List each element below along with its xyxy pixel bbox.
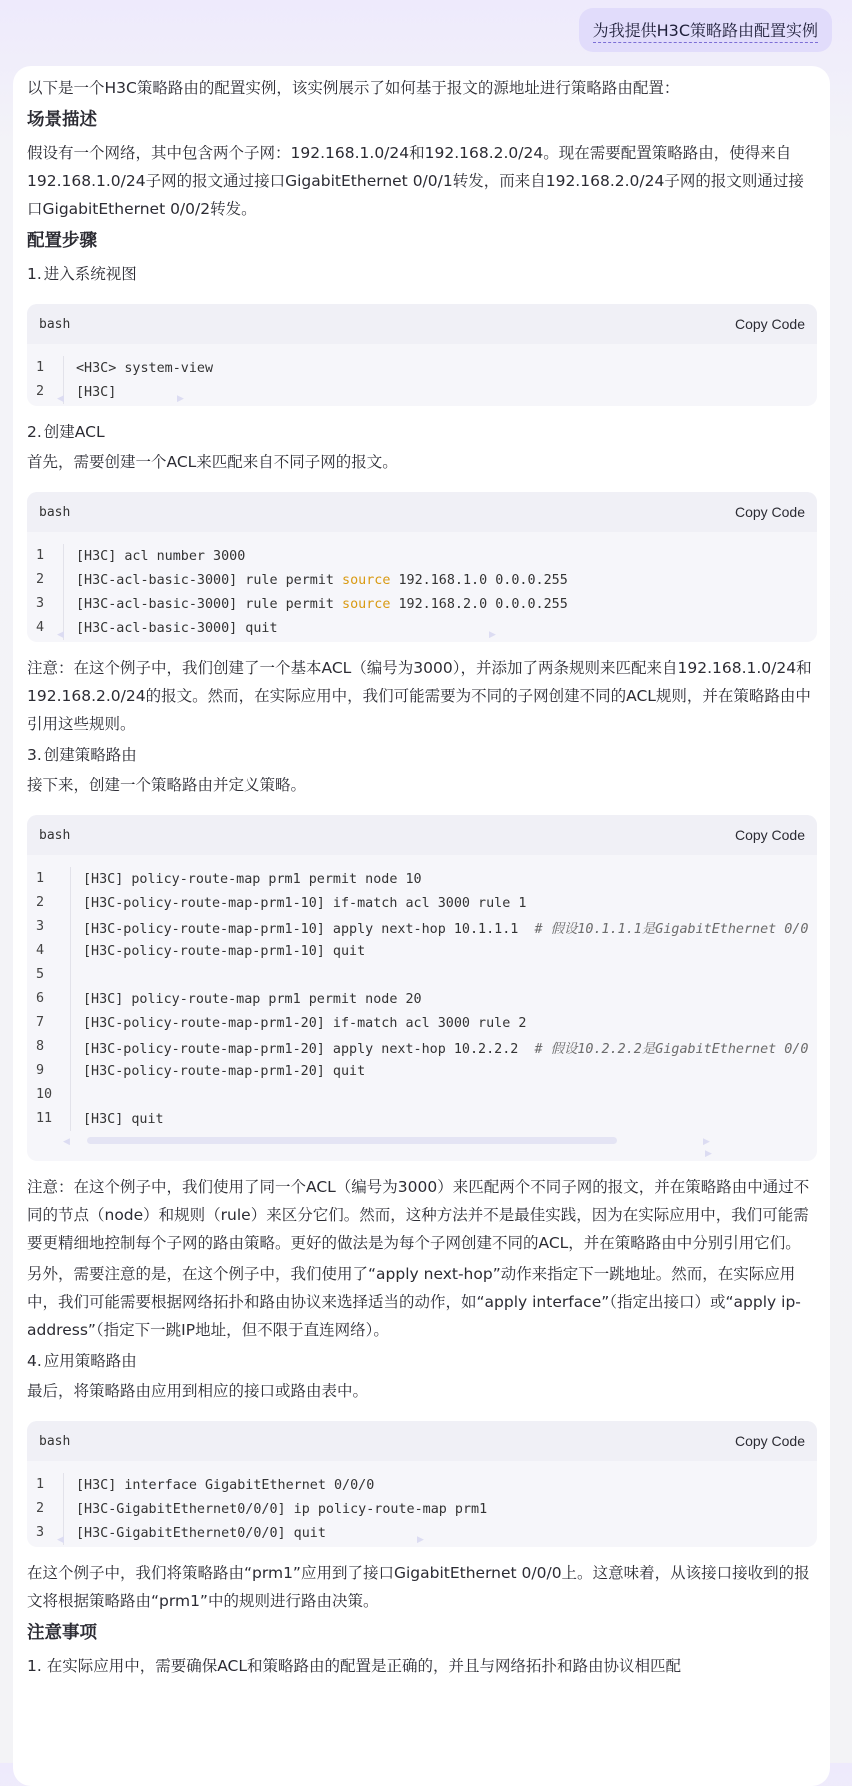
line-number: 4: [27, 939, 71, 963]
user-message-bubble: [579, 8, 832, 52]
line-number: 9: [27, 1059, 71, 1083]
steps-heading: 配置步骤: [27, 231, 97, 251]
code-language: bash: [39, 827, 71, 843]
scroll-right-icon[interactable]: ▶: [705, 1149, 712, 1159]
code-segment: [H3C-GigabitEthernet0/0/0] quit: [76, 1525, 326, 1541]
code-text: [71, 1112, 164, 1127]
code-comment: # 假设10.2.2.2是GigabitEthernet 0/0: [534, 1041, 809, 1057]
code-language: bash: [39, 504, 71, 520]
line-number: 1: [27, 356, 64, 380]
code-header: [27, 1421, 817, 1461]
code-segment: [H3C-GigabitEthernet0/0/0] ip policy-route-map prm1: [76, 1501, 488, 1517]
code-line: [27, 891, 817, 915]
code-language: bash: [39, 1433, 71, 1449]
step3-number: 3.: [27, 746, 42, 764]
code-keyword: source: [342, 596, 391, 612]
code-segment: [H3C-acl-basic-3000] rule permit: [76, 596, 343, 612]
code-text: [64, 1502, 487, 1517]
scroll-left-icon[interactable]: ◀: [57, 394, 64, 404]
code-text: [71, 1038, 808, 1057]
code-line: [27, 1083, 817, 1107]
code-scrollbar[interactable]: [27, 392, 817, 406]
step3-title: 创建策略路由: [43, 746, 137, 764]
copy-code-button[interactable]: Copy Code: [734, 827, 805, 843]
scroll-left-icon[interactable]: ◀: [57, 1535, 64, 1545]
code-text: [64, 573, 568, 588]
code-line: [27, 939, 817, 963]
line-number: 5: [27, 963, 71, 987]
line-number: 3: [27, 1521, 64, 1545]
code-segment: [H3C-policy-route-map-prm1-20] if-match acl 3000 rule 2: [83, 1015, 527, 1031]
line-number: 2: [27, 891, 71, 915]
code-scrollbar[interactable]: [27, 1139, 817, 1161]
code-scrollbar[interactable]: [27, 628, 817, 642]
step1-heading: [27, 260, 817, 288]
scroll-left-icon[interactable]: ◀: [63, 1137, 70, 1147]
step1-number: 1.: [27, 265, 42, 283]
code-language: bash: [39, 316, 71, 332]
code-segment: [H3C-policy-route-map-prm1-10] if-match acl 3000 rule 1: [83, 895, 527, 911]
code-text: [64, 549, 245, 564]
code-line: [27, 568, 817, 592]
step4-title: 应用策略路由: [43, 1352, 137, 1370]
code-line: [27, 1473, 817, 1497]
intro-text: 以下是一个H3C策略路由的配置实例，该实例展示了如何基于报文的源地址进行策略路由配置：: [27, 79, 680, 97]
code-line: [27, 963, 817, 987]
code-line: [27, 544, 817, 568]
scroll-right-icon[interactable]: ▶: [489, 630, 496, 640]
line-number: 1: [27, 1473, 64, 1497]
code-text: [71, 872, 422, 887]
code-block-step1: [27, 304, 817, 406]
code-text: [71, 896, 526, 911]
line-number: 4: [27, 616, 64, 640]
code-segment: [H3C-policy-route-map-prm1-10] quit: [83, 943, 366, 959]
caution-item-1: 1. 在实际应用中，需要确保ACL和策略路由的配置是正确的，并且与网络拓扑和路由协议相匹配: [27, 1657, 682, 1675]
step4-number: 4.: [27, 1352, 42, 1370]
line-number: 2: [27, 380, 64, 404]
line-number: 11: [27, 1107, 71, 1131]
line-number: 6: [27, 987, 71, 1011]
code-text: [64, 1478, 374, 1493]
code-segment: [H3C-policy-route-map-prm1-20] quit: [83, 1063, 366, 1079]
assistant-answer: [13, 66, 830, 1786]
line-number: 1: [27, 867, 71, 891]
step2-number: 2.: [27, 423, 42, 441]
code-line: [27, 1497, 817, 1521]
code-segment: [H3C-policy-route-map-prm1-20] apply next-hop 10.2.2.2: [83, 1041, 535, 1057]
code-segment: [H3C-policy-route-map-prm1-10] apply next-hop 10.1.1.1: [83, 921, 535, 937]
code-segment: [H3C]: [76, 384, 117, 400]
scroll-left-icon[interactable]: ◀: [57, 630, 64, 640]
code-line: [27, 1107, 817, 1131]
step3-desc: 接下来，创建一个策略路由并定义策略。: [27, 776, 307, 794]
code-block-step4: [27, 1421, 817, 1547]
code-segment: [H3C] quit: [83, 1111, 164, 1127]
step2-desc: 首先，需要创建一个ACL来匹配来自不同子网的报文。: [27, 453, 398, 471]
code-line: [27, 1035, 817, 1059]
code-line: [27, 356, 817, 380]
code-text: [64, 597, 568, 612]
scrollbar-thumb[interactable]: [87, 1137, 617, 1144]
code-line: [27, 915, 817, 939]
code-line: [27, 987, 817, 1011]
code-line: [27, 592, 817, 616]
step1-title: 进入系统视图: [43, 265, 137, 283]
code-segment: 192.168.2.0 0.0.0.255: [390, 596, 568, 612]
code-segment: [H3C] acl number 3000: [76, 548, 246, 564]
code-segment: [H3C-acl-basic-3000] quit: [76, 620, 278, 636]
copy-code-button[interactable]: Copy Code: [734, 504, 805, 520]
code-keyword: source: [342, 572, 391, 588]
scene-heading: 场景描述: [27, 110, 97, 130]
line-number: 8: [27, 1035, 71, 1059]
step4-desc: 最后，将策略路由应用到相应的接口或路由表中。: [27, 1382, 369, 1400]
code-segment: 192.168.1.0 0.0.0.255: [390, 572, 568, 588]
code-body: [27, 855, 817, 1139]
code-block-step2: [27, 492, 817, 642]
scene-text: 假设有一个网络，其中包含两个子网：192.168.1.0/24和192.168.2.0/24。现在需要配置策略路由，使得来自192.168.1.0/24子网的报文通过接口GigabitEthernet 0/0/1转发，而来自192.168.2.0/24子网的报文则通过接口GigabitEthernet 0/0/2转发。: [27, 144, 804, 218]
line-number: 10: [27, 1083, 71, 1107]
code-block-step3: [27, 815, 817, 1161]
code-header: [27, 304, 817, 344]
line-number: 3: [27, 915, 71, 939]
code-line: [27, 867, 817, 891]
user-message-text: 为我提供H3C策略路由配置实例: [593, 18, 818, 43]
line-number: 1: [27, 544, 64, 568]
copy-code-button[interactable]: Copy Code: [734, 316, 805, 332]
code-segment: [H3C] policy-route-map prm1 permit node 10: [83, 871, 422, 887]
scroll-right-icon[interactable]: ▶: [417, 1535, 424, 1545]
code-segment: [H3C] interface GigabitEthernet 0/0/0: [76, 1477, 375, 1493]
code-line: [27, 1059, 817, 1083]
cautions-heading: 注意事项: [27, 1623, 97, 1643]
code-text: [71, 1016, 526, 1031]
code-text: [71, 1064, 365, 1079]
step3-heading: [27, 741, 817, 769]
line-number: 7: [27, 1011, 71, 1035]
code-text: [71, 992, 422, 1007]
step2-title: 创建ACL: [43, 423, 105, 441]
step4-note: 在这个例子中，我们将策略路由“prm1”应用到了接口GigabitEthernet 0/0/0上。这意味着，从该接口接收到的报文将根据策略路由“prm1”中的规则进行路由决策。: [27, 1564, 810, 1610]
scroll-right-icon[interactable]: ▶: [703, 1137, 710, 1147]
code-segment: <H3C> system-view: [76, 360, 214, 376]
code-scrollbar[interactable]: [27, 1533, 817, 1547]
step4-heading: [27, 1347, 817, 1375]
copy-code-button[interactable]: Copy Code: [734, 1433, 805, 1449]
code-line: [27, 1011, 817, 1035]
scroll-right-icon[interactable]: ▶: [177, 394, 184, 404]
step3-note1: 注意：在这个例子中，我们使用了同一个ACL（编号为3000）来匹配两个不同子网的报文，并在策略路由中通过不同的节点（node）和规则（rule）来区分它们。然而，这种方法并不是最佳实践，因为在实际应用中，我们可能需要更精细地控制每个子网的路由策略。更好的做法是为每个子网创建不同的ACL，并在策略路由中分别引用它们。: [27, 1178, 810, 1252]
code-text: [64, 361, 213, 376]
code-body: [27, 532, 817, 642]
step2-heading: [27, 418, 817, 446]
line-number: 3: [27, 592, 64, 616]
step2-note: 注意：在这个例子中，我们创建了一个基本ACL（编号为3000），并添加了两条规则来匹配来自192.168.1.0/24和192.168.2.0/24的报文。然而，在实际应用中，我们可能需要为不同的子网创建不同的ACL规则，并在策略路由中引用这些规则。: [27, 659, 812, 733]
code-text: [71, 944, 365, 959]
code-segment: [H3C] policy-route-map prm1 permit node 20: [83, 991, 422, 1007]
step3-note2: 另外，需要注意的是，在这个例子中，我们使用了“apply next-hop”动作来指定下一跳地址。然而，在实际应用中，我们可能需要根据网络拓扑和路由协议来选择适当的动作，如“apply interface”（指定出接口）或“apply ip-address”（指定下一跳IP地址，但不限于直连网络）。: [27, 1265, 801, 1339]
code-segment: [H3C-acl-basic-3000] rule permit: [76, 572, 343, 588]
code-header: [27, 815, 817, 855]
line-number: 2: [27, 568, 64, 592]
code-comment: # 假设10.1.1.1是GigabitEthernet 0/0: [534, 921, 809, 937]
line-number: 2: [27, 1497, 64, 1521]
code-header: [27, 492, 817, 532]
code-text: [71, 918, 808, 937]
